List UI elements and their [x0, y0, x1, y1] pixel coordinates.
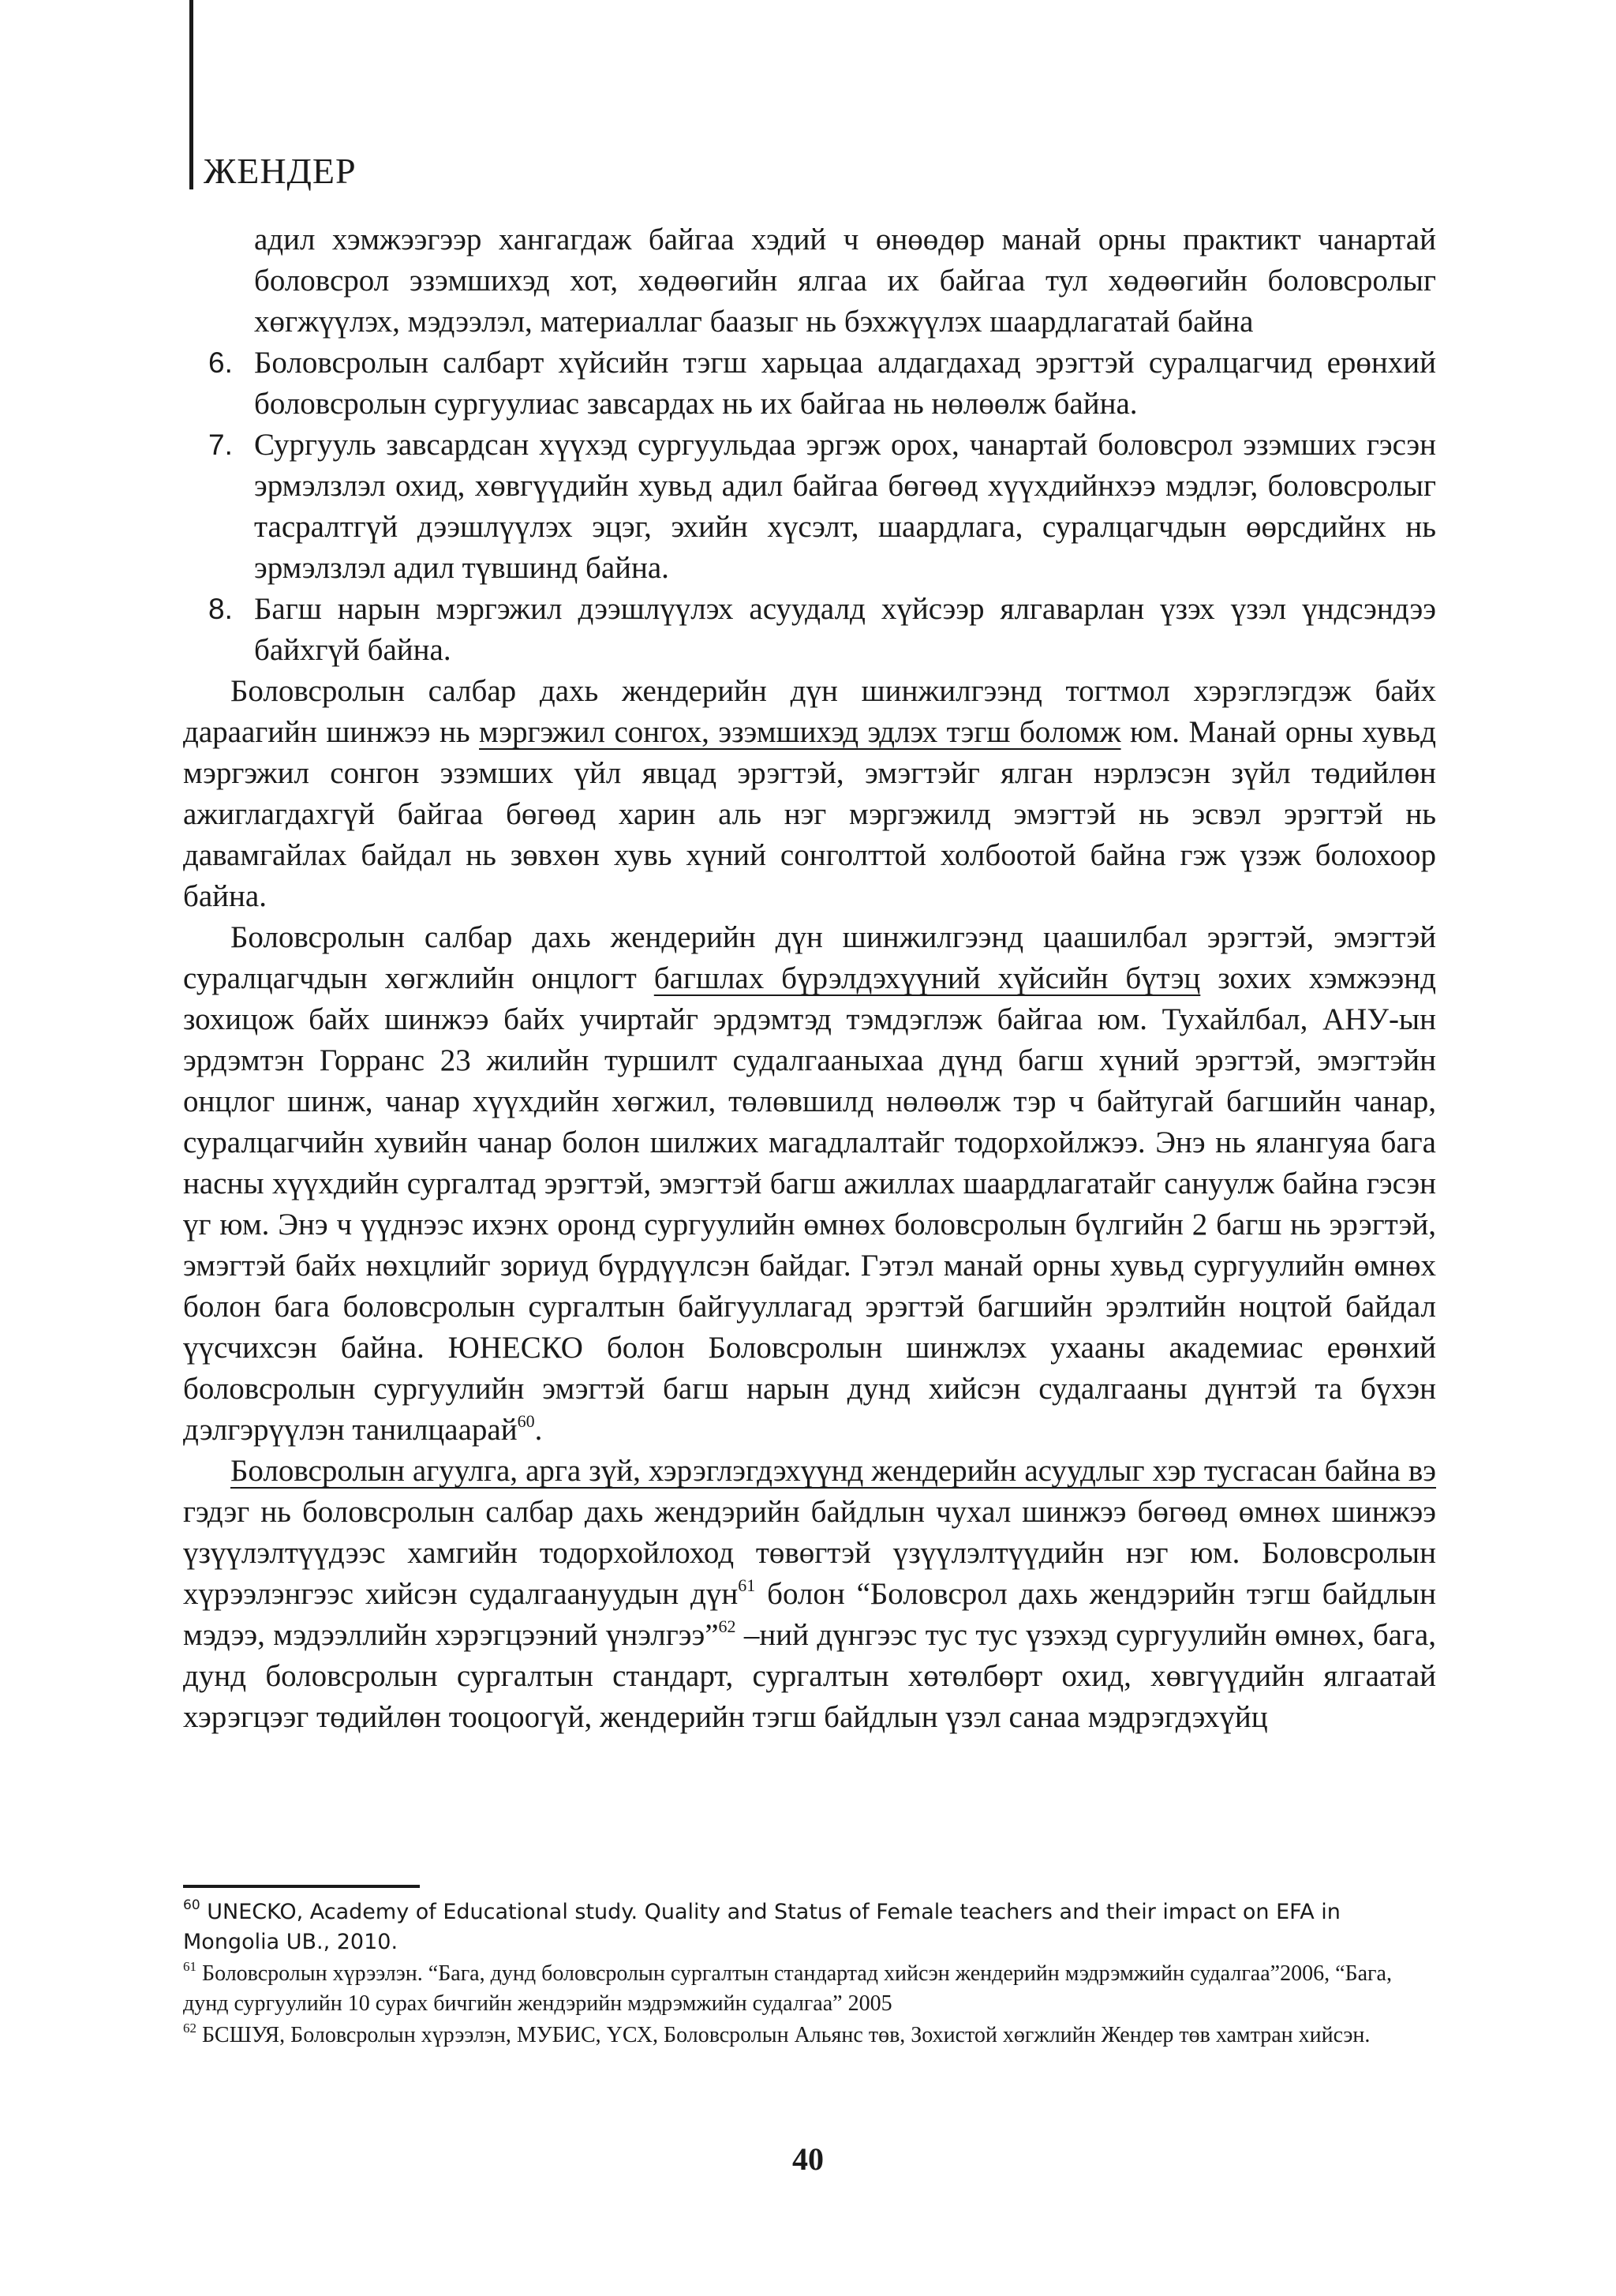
list-continuation: адил хэмжээгээр хангагдаж байгаа хэдий ч өнөөдөр манай орны практикт чанартай боловсрол эзэмшихэд хот, хөдөөгийн ялгаа их байгаа тул хөдөөгийн боловсролыг хөгжүүлэх, мэдээлэл, материаллаг баазыг нь бэхжүүлэх шаардлагатай байна: [254, 223, 1436, 339]
list-item-7: [208, 425, 1436, 589]
list-item-6: [208, 343, 1436, 425]
paragraph-career-choice: [183, 671, 1436, 917]
paragraph-text: Боловсролын салбар дахь жендерийн дүн шинжилгээнд тогтмол хэрэглэгдэж байх дараагийн шинжээ нь: [183, 674, 1436, 749]
paragraph-curriculum: [183, 1451, 1436, 1738]
paragraph-text: зохих хэмжээнд зохицож байх шинжээ байх учиртайг эрдэмтэд тэмдэглэж байгаа юм. Тухайлбал, АНУ-ын эрдэмтэн Горранс 23 жилийн туршилт судалгааныхаа дүнд багш хүний эрэгтэй, эмэгтэйн онцлог шинж, чанар хүүхдийн хөгжил, төлөвшилд нөлөөлж тэр ч байтугай багшийн чанар, суралцагчийн хувийн чанар болон шилжих магадлалтайг тодорхойлжээ. Энэ нь ялангуяа бага насны хүүхдийн сургалтад эрэгтэй, эмэгтэй багш ажиллах шаардлагатайг сануулж байна гэсэн үг юм. Энэ ч үүднээс ихэнх оронд сургуулийн өмнөх боловсролын бүлгийн 2 багш нь эрэгтэй, эмэгтэй байх нөхцлийг зориуд бүрдүүлсэн байдаг. Гэтэл манай орны хувьд сургуулийн өмнөх болон бага боловсролын сургалтын байгууллагад эрэгтэй багшийн эрэлтийн ноцтой байдал үүсчихсэн байна. ЮНЕСКО болон Боловсролын шинжлэх ухааны академиас ерөнхий боловсролын сургуулийн эмэгтэй багш нарын дунд хийсэн судалгааны дүнтэй та бүхэн дэлгэрүүлэн танилцаарай: [183, 961, 1437, 1447]
page-number: 40: [792, 2141, 824, 2177]
list-item-8: [208, 589, 1436, 671]
list-item-text: Боловсролын салбарт хүйсийн тэгш харьцаа алдагдахад эрэгтэй суралцагчид ерөнхий боловсролын сургуулиас завсардах нь их байгаа нь нөлөөлж байна.: [254, 346, 1436, 421]
footnote-separator: [183, 1885, 420, 1888]
paragraph-text: болон “Боловсрол дахь жендэрийн тэгш байдлын мэдээ, мэдээллийн хэрэгцээний үнэлгээ”: [183, 1577, 1436, 1652]
footnote-62: [183, 2021, 1436, 2051]
footnote-text: БСШУЯ, Боловсролын хүрээлэн, МУБИС, ҮСХ, Боловсролын Альянс төв, Зохистой хөгжлийн Жендер төв хамтран хийсэн.: [202, 2023, 1371, 2047]
footnote-ref-60[interactable]: 60: [517, 1411, 535, 1431]
paragraph-text: гэдэг нь боловсролын салбар дахь жендэрийн байдлын чухал шинжээ бөгөөд өмнөх шинжээ үзүүлэлтүүдээс хамгийн тодорхойлоход төвөгтэй үзүүлэлтүүдийн нэг юм. Боловсролын хүрээлэнгээс хийсэн судалгаануудын дүн: [183, 1495, 1436, 1611]
footnote-ref-62[interactable]: 62: [718, 1616, 736, 1636]
footnote-number: 60: [183, 1897, 200, 1913]
underlined-phrase: багшлах бүрэлдэхүүний хүйсийн бүтэц: [653, 961, 1201, 995]
list-item-text: Багш нарын мэргэжил дээшлүүлэх асуудалд хүйсээр ялгаварлан үзэх үзэл үндсэндээ байхгүй байна.: [254, 592, 1436, 667]
underlined-phrase: мэргэжил сонгох, эзэмшихэд эдлэх тэгш боломж: [479, 715, 1121, 749]
footnote-text: UNECKO, Academy of Educational study. Quality and Status of Female teachers and their impact on EFA in Mongolia UB., 2010.: [183, 1900, 1341, 1954]
footnote-ref-61[interactable]: 61: [738, 1575, 756, 1595]
footnote-61: [183, 1959, 1436, 2019]
paragraph-text: .: [534, 1413, 543, 1447]
list-number: 7.: [208, 429, 233, 461]
paragraph-text: –ний дүнгээс тус тус үзэхэд сургуулийн өмнөх, бага, дунд боловсролын сургалтын стандарт, сургалтын хөтөлбөрт охид, хөвгүүдийн ялгаатай хэрэгцээг төдийлөн тооцоогүй, жендерийн тэгш байдлын үзэл санаа мэдрэгдэхүйц: [183, 1618, 1436, 1734]
underlined-phrase: Боловсролын агуулга, арга зүй, хэрэглэгдэхүүнд жендерийн асуудлыг хэр тусгасан байна вэ: [230, 1454, 1436, 1488]
running-header: ЖЕНДЕР: [204, 151, 357, 191]
list-item-text: Сургууль завсардсан хүүхэд сургуульдаа эргэж орох, чанартай боловсрол эзэмших гэсэн эрмэлзлэл охид, хөвгүүдийн хувьд адил байгаа бөгөөд хүүхдийнхээ мэдлэг, боловсролыг тасралтгүй дээшлүүлэх эцэг, эхийн хүсэлт, шаардлага, суралцагчдын өөрсдийнх нь эрмэлзлэл адил түвшинд байна.: [254, 428, 1436, 585]
footnote-text: Боловсролын хүрээлэн. “Бага, дунд боловсролын сургалтын стандартад хийсэн жендерийн мэдрэмжийн судалгаа”2006, “Бага, дунд сургуулийн 10 сурах бичгийн жендэрийн мэдрэмжийн судалгаа” 2005: [183, 1961, 1392, 2016]
paragraph-teacher-gender: [183, 917, 1436, 1451]
list-number: 6.: [208, 346, 233, 379]
footnote-number: 62: [183, 2021, 196, 2036]
footnotes: [183, 1897, 1436, 2052]
list-number: 8.: [208, 593, 233, 625]
paragraph-text: юм. Манай орны хувьд мэргэжил сонгон эзэмших үйл явцад эрэгтэй, эмэгтэйг ялган нэрлэсэн зүйл төдийлөн ажиглагдахгүй байгаа бөгөөд харин аль нэг мэргэжилд эмэгтэй нь эсвэл эрэгтэй нь давамгайлах байдал нь зөвхөн хувь хүний сонголттой холбоотой байна гэж үзэж болохоор байна.: [183, 715, 1436, 913]
footnote-number: 61: [183, 1959, 196, 1974]
header-rule: [189, 0, 193, 189]
footnote-60: [183, 1897, 1436, 1957]
body-text: [183, 219, 1436, 1738]
paragraph-text: Боловсролын салбар дахь жендерийн дүн шинжилгээнд цаашилбал эрэгтэй, эмэгтэй суралцагчдын хөгжлийн онцлогт: [183, 920, 1436, 995]
